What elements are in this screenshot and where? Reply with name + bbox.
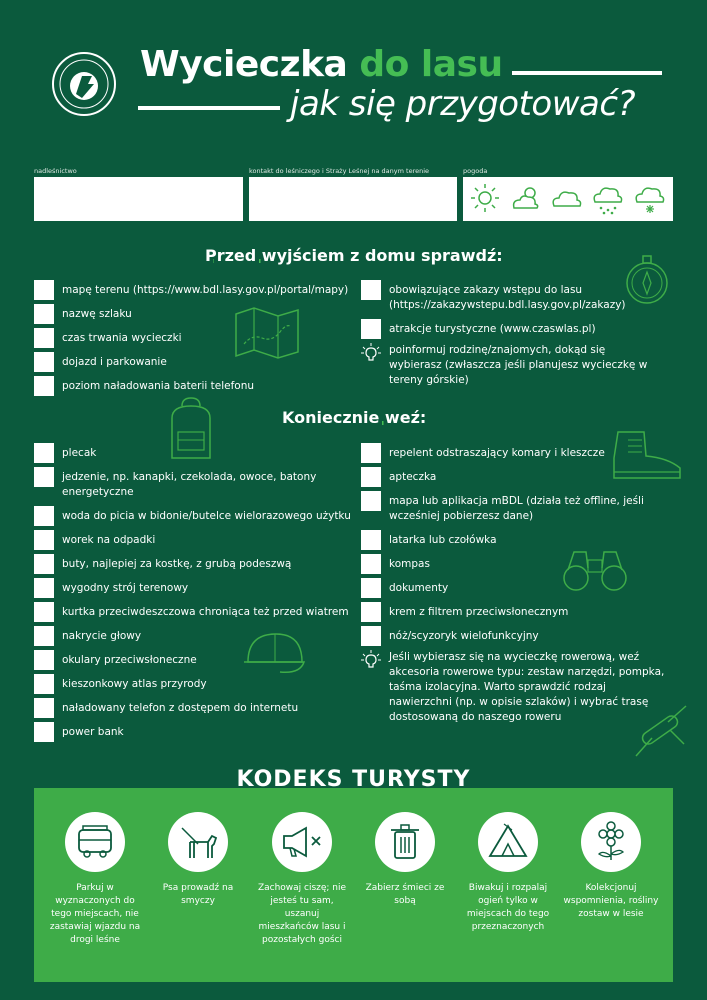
checkbox[interactable]	[34, 280, 54, 300]
title-part2: do lasu	[359, 44, 503, 85]
checklist-item[interactable]: kieszonkowy atlas przyrody	[34, 674, 207, 694]
page-subtitle: jak się przygotować?	[290, 84, 636, 124]
map-icon	[232, 304, 302, 360]
tip-item: poinformuj rodzinę/znajomych, dokąd się wybierasz (zwłaszcza jeśli planujesz wycieczkę w tereny górskie)	[361, 343, 661, 388]
trash-bin-icon	[375, 812, 435, 872]
page-title	[140, 44, 503, 85]
flower-icon	[581, 812, 641, 872]
checkbox[interactable]	[34, 352, 54, 372]
checklist-item[interactable]: poziom naładowania baterii telefonu	[34, 376, 254, 396]
tip-item: Jeśli wybierasz się na wycieczkę rowerową, weź akcesoria rowerowe typu: zestaw narzędzi, pompka, taśma izolacyjna. Warto sprawdzić rodzaj nawierzchni (np. w opisie szlaków) i wybrać trasę dostosowaną do naszego roweru	[361, 650, 667, 725]
binoculars-icon	[560, 546, 630, 594]
pocket-knife-icon	[630, 700, 690, 760]
checklist-item[interactable]: nakrycie głowy	[34, 626, 141, 646]
checklist-item[interactable]: naładowany telefon z dostępem do internetu	[34, 698, 298, 718]
checklist-item[interactable]: krem z filtrem przeciwsłonecznym	[361, 602, 568, 622]
checkbox[interactable]	[34, 467, 54, 487]
codex-rule-text: Psa prowadź na smyczy	[162, 883, 234, 906]
checklist-item[interactable]: okulary przeciwsłoneczne	[34, 650, 197, 670]
checkbox[interactable]	[361, 602, 381, 622]
checklist-item[interactable]: atrakcje turystyczne (www.czaswlas.pl)	[361, 319, 596, 339]
checkbox[interactable]	[34, 722, 54, 742]
partly-cloudy-icon[interactable]	[506, 178, 546, 218]
codex-rule-text: Zachowaj ciszę; nie jesteś tu sam, uszanuj mieszkańców lasu i pozostałych gości	[257, 883, 347, 945]
checklist-item[interactable]: buty, najlepiej za kostkę, z grubą podeszwą	[34, 554, 291, 574]
checklist-item[interactable]: woda do picia w bidonie/butelce wielorazowego użytku	[34, 506, 351, 526]
checkbox[interactable]	[361, 319, 381, 339]
title-rule	[512, 71, 662, 75]
checklist-item[interactable]: nóż/scyzoryk wielofunkcyjny	[361, 626, 539, 646]
checkbox[interactable]	[361, 578, 381, 598]
checkbox[interactable]	[361, 530, 381, 550]
checkbox[interactable]	[34, 578, 54, 598]
compass-icon	[624, 250, 670, 306]
checkbox[interactable]	[361, 626, 381, 646]
checkbox[interactable]	[34, 506, 54, 526]
codex-rule-text: Kolekcjonuj wspomnienia, rośliny zostaw w lesie	[563, 883, 659, 919]
checkbox[interactable]	[34, 698, 54, 718]
codex-rule-text: Parkuj w wyznaczonych do tego miejscach, nie zastawiaj wjazdu na drogi leśne	[49, 883, 141, 945]
checklist-item[interactable]: obowiązujące zakazy wstępu do lasu (https://zakazywstepu.bdl.lasy.gov.pl/zakazy)	[361, 280, 621, 313]
checkbox[interactable]	[361, 280, 381, 300]
checklist-item[interactable]: nazwę szlaku	[34, 304, 132, 324]
section-heading-before-leaving: Przed wyjściem z domu sprawdź:	[205, 246, 503, 265]
checkbox[interactable]	[34, 674, 54, 694]
checkbox[interactable]	[34, 554, 54, 574]
codex-rule-text: Biwakuj i rozpalaj ogień tylko w miejscach do tego przeznaczonych	[466, 883, 550, 932]
codex-rule-text: Zabierz śmieci ze sobą	[365, 883, 445, 906]
section-heading-must-take: Koniecznie weź:	[282, 408, 427, 427]
subtitle-rule	[138, 106, 280, 110]
hiking-boot-icon	[608, 428, 686, 484]
checklist-item[interactable]: wygodny strój terenowy	[34, 578, 188, 598]
checklist-item[interactable]: kurtka przeciwdeszczowa chroniąca też przed wiatrem	[34, 602, 349, 622]
lightbulb-icon	[361, 343, 381, 363]
checkbox[interactable]	[34, 443, 54, 463]
checklist-item[interactable]: power bank	[34, 722, 124, 742]
lightbulb-icon	[361, 650, 381, 670]
forestry-field[interactable]	[34, 177, 243, 221]
backpack-icon	[160, 396, 222, 466]
tent-icon	[478, 812, 538, 872]
rain-cloud-icon[interactable]	[588, 178, 628, 218]
checkbox[interactable]	[34, 602, 54, 622]
cap-icon	[240, 628, 310, 682]
checklist-item[interactable]: worek na odpadki	[34, 530, 155, 550]
contact-field[interactable]	[249, 177, 457, 221]
checkbox[interactable]	[34, 376, 54, 396]
weather-label: pogoda	[463, 167, 488, 175]
checklist-item[interactable]: czas trwania wycieczki	[34, 328, 182, 348]
checklist-item[interactable]: jedzenie, np. kanapki, czekolada, owoce, batony energetyczne	[34, 467, 324, 500]
checklist-item[interactable]: latarka lub czołówka	[361, 530, 497, 550]
checkbox[interactable]	[34, 328, 54, 348]
checklist-item[interactable]: mapa lub aplikacja mBDL (działa też offline, jeśli wcześniej pobierzesz dane)	[361, 491, 661, 524]
cloud-icon[interactable]	[547, 178, 587, 218]
dog-on-leash-icon	[168, 812, 228, 872]
checklist-item[interactable]: mapę terenu (https://www.bdl.lasy.gov.pl/portal/mapy)	[34, 280, 348, 300]
forestry-label: nadleśnictwo	[34, 167, 77, 175]
lasy-panstwowe-logo	[52, 52, 116, 116]
checklist-item[interactable]: dojazd i parkowanie	[34, 352, 167, 372]
car-icon	[65, 812, 125, 872]
checklist-item[interactable]: kompas	[361, 554, 430, 574]
sun-icon[interactable]	[465, 178, 505, 218]
checkbox[interactable]	[361, 443, 381, 463]
checkbox[interactable]	[34, 530, 54, 550]
title-part1: Wycieczka	[140, 44, 348, 85]
checkbox[interactable]	[361, 554, 381, 574]
checklist-item[interactable]: apteczka	[361, 467, 436, 487]
checklist-item[interactable]: repelent odstraszający komary i kleszcze	[361, 443, 605, 463]
checkbox[interactable]	[34, 626, 54, 646]
codex-title: KODEKS TURYSTY	[236, 767, 471, 792]
checkbox[interactable]	[361, 491, 381, 511]
contact-label: kontakt do leśniczego i Straży Leśnej na danym terenie	[249, 167, 430, 175]
snow-cloud-icon[interactable]	[630, 178, 670, 218]
checkbox[interactable]	[34, 304, 54, 324]
checkbox[interactable]	[361, 467, 381, 487]
megaphone-muted-icon	[272, 812, 332, 872]
checklist-item[interactable]: plecak	[34, 443, 96, 463]
checklist-item[interactable]: dokumenty	[361, 578, 448, 598]
checkbox[interactable]	[34, 650, 54, 670]
